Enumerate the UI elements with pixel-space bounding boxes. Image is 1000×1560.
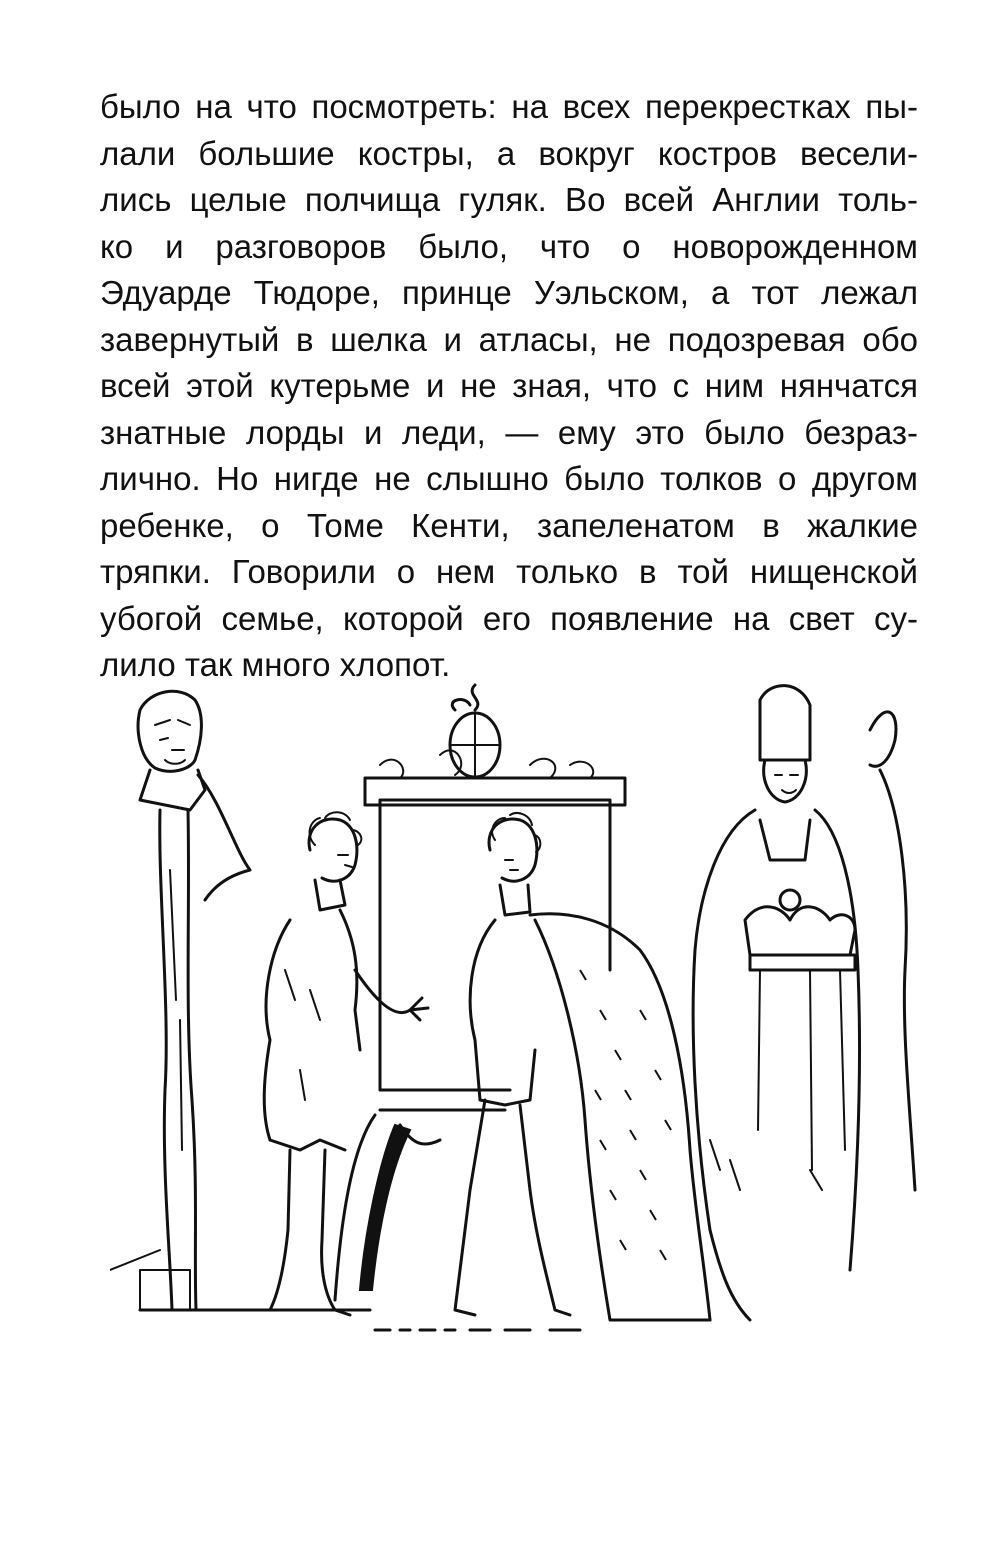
text-line: всей этой кутерьме и не зная, что с ним нянчатся bbox=[100, 367, 918, 404]
text-line: завернутый в шелка и атласы, не подозревая обо bbox=[100, 320, 918, 358]
illustration-drawing bbox=[110, 670, 940, 1410]
boy-prince bbox=[455, 813, 710, 1320]
bust-on-pole bbox=[138, 691, 250, 1310]
throne bbox=[335, 685, 625, 1300]
text-line: ребенке, о Томе Кенти, запеленатом в жалкие bbox=[100, 506, 918, 544]
floor bbox=[110, 1250, 580, 1330]
text-line: лали большие костры, а вокруг костров весели- bbox=[100, 134, 918, 172]
boy-tom bbox=[264, 812, 428, 1315]
text-line: лись целые полчища гуляк. Во всей Англии толь- bbox=[100, 181, 918, 218]
paragraph bbox=[100, 84, 918, 689]
text-line: было на что посмотреть: на всех перекрестках пы- bbox=[100, 88, 918, 125]
text-line: тряпки. Говорили о нем только в той нищенской bbox=[100, 553, 918, 590]
text-line: ко и разговоров было, что о новорожденном bbox=[100, 227, 918, 265]
text-line: лично. Но нигде не слышно было толков о другом bbox=[100, 460, 918, 497]
ink-illustration bbox=[110, 670, 940, 1410]
text-line: убогой семье, которой его появление на свет су- bbox=[100, 599, 918, 637]
bishop-with-crown bbox=[693, 686, 915, 1320]
text-line: Эдуарде Тюдоре, принце Уэльском, а тот лежал bbox=[100, 274, 918, 311]
text-line: лило так много хлопот. bbox=[100, 646, 451, 683]
text-line: знатные лорды и леди, — ему это было безраз- bbox=[100, 413, 918, 451]
